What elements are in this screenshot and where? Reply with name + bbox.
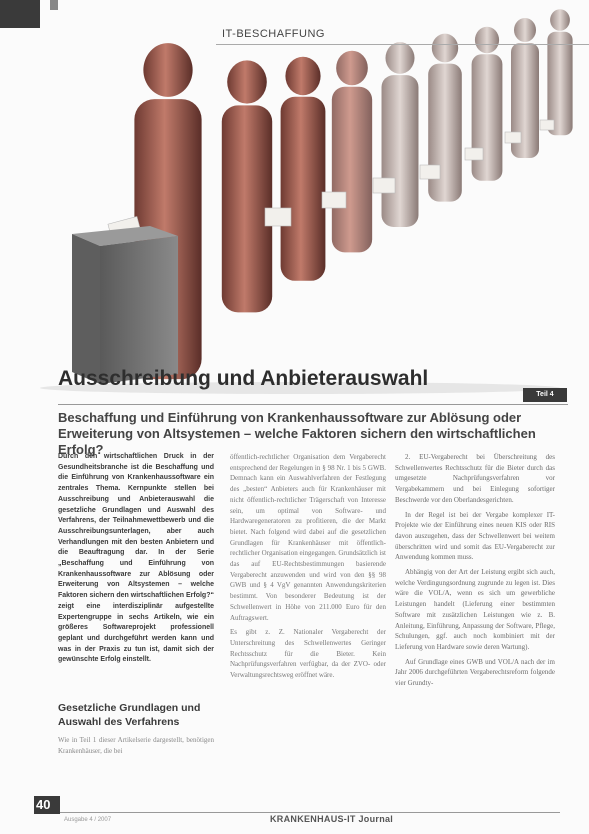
column-3: [395, 452, 555, 693]
section-subheading: Gesetzliche Grundlagen und Auswahl des Verfahrens: [58, 702, 201, 728]
column-3-paragraph-3: Abhängig von der Art der Leistung ergibt sich auch, welche Verdingungsordnung zugrunde zu legen ist. Dies wäre die VOL/A, wenn es sich um gewerbliche Leistungen handelt (Lieferung einer bestimmten Software mit zusätzlichen Leistungen wie z. B. Anleitung, Einführung, Anpassung der Software, Pflege, Schulungen, ggf. auch noch kombiniert mit der Lieferung von Hardware sowie deren Wartung).: [395, 568, 555, 651]
section-label: IT-BESCHAFFUNG: [222, 28, 325, 40]
article-subtitle: Beschaffung und Einführung von Krankenhaussoftware zur Ablösung oder Erweiterung von Altsystemen – welche Faktoren sichern den wirtschaftlichen Erfolg?: [58, 410, 536, 457]
ballot-box: [72, 226, 178, 384]
magazine-logo: KRANKENHAUS-IT Journal: [270, 814, 394, 824]
part-badge: Teil 4: [523, 388, 567, 402]
lead-column: [58, 452, 214, 670]
column-3-paragraph-1: 2. EU-Vergaberecht bei Überschreitung des Schwellenwertes Rechtsschutz für die Bieter durch das umgesetzte Nachprüfungsverfahren vor Vergabekammern und bei Einlegung sofortiger Beschwerde vor den Oberlandesgerichten.: [395, 453, 555, 504]
column-2: [230, 452, 386, 685]
waiting-figures: [134, 9, 572, 379]
column-3-paragraph-4: Auf Grundlage eines GWB und VOL/A nach der im Jahr 2006 durchgeführten Vergaberechtsreform folgende vier Grundty-: [395, 657, 555, 688]
page-number: 40: [36, 797, 51, 812]
column-2-paragraph-2: Es gibt z. Z. Nationaler Vergaberecht der Unterschreitung des Schwellenwertes Geringer Rechtsschutz für die Bieter. Kein Nachprüfungsverfahren verfügbar, da der ZVO- oder Verwaltungsrechtsweg eröffnet wäre.: [230, 628, 386, 680]
section-divider: [216, 44, 589, 45]
column-2-paragraph-1: öffentlich-rechtlicher Organisation dem Vergaberecht entsprechend der Regelungen in § 98 Nr. 1 bis 5 GWB. Demnach kann ein Auswahlverfahren der Festlegung des „besten“ Anbieters auch für Krankenhäuser mit nicht öffentlich-rechtlicher Trägerschaft von Interesse sein, um optimal von Software- und Hardwaregeneratoren zu profitieren, die der Markt bietet. Nach folgend wird dabei auf die gesetzlichen Grundlagen für Krankenhäuser mit öffentlich-rechtlicher Organisation eingegangen. Grundsätzlich ist das auf EU-Rechtsbestimmungen basierende Vergaberecht anzuwenden und wird von den §§ 98 GWB und § 4 VgV genannten Anwendungskriterien bestimmt. Von besonderer Bedeutung ist der Schwellenwert in Höhe von 211.000 Euro für den Auftragswert.: [230, 453, 386, 622]
issue-label: Ausgabe 4 / 2007: [64, 817, 112, 823]
queue-illustration: [0, 0, 589, 395]
footer-divider: [60, 812, 560, 813]
lead-paragraph: Durch den wirtschaftlichen Druck in der Gesundheitsbranche ist die Beschaffung und die Einführung von Krankenhaussoftware ein zentrales Thema. Kernpunkte stellen bei Ausschreibung und Anbieterauswahl die gesetzliche Grundlagen und Auswahl des Verfahrens, der Teilnahmewettbewerb und die Ausschreibungsunterlagen, aber auch Verhandlungen mit den besten Anbietern und die Beauftragung dar. In der Serie „Beschaffung und Einführung von Krankenhaussoftware zur Ablösung oder Erweiterung von Altsystemen – welche Faktoren sichern den wirtschaftlichen Erfolg?“ zeigt eine interdisziplinär aufgestellte Expertengruppe in sechs Artikeln, wie ein größeres Softwareprojekt professionell geplant und durchgeführt werden kann und was in der Praxis zu tun ist, damit sich der gewünschte Erfolg einstellt.: [58, 453, 214, 664]
column-3-paragraph-2: In der Regel ist bei der Vergabe komplexer IT-Projekte wie der Einführung eines neuen KIS oder RIS davon auszugehen, dass der Schwellenwert bei weitem überschritten wird und somit das EU-Vergaberecht zur Anwendung kommen muss.: [395, 510, 555, 562]
column-1-body: Wie in Teil 1 dieser Artikelserie dargestellt, benötigen Krankenhäuser, die bei: [58, 736, 214, 755]
article-title: Ausschreibung und Anbieterauswahl: [58, 367, 429, 390]
title-divider: [58, 404, 568, 405]
